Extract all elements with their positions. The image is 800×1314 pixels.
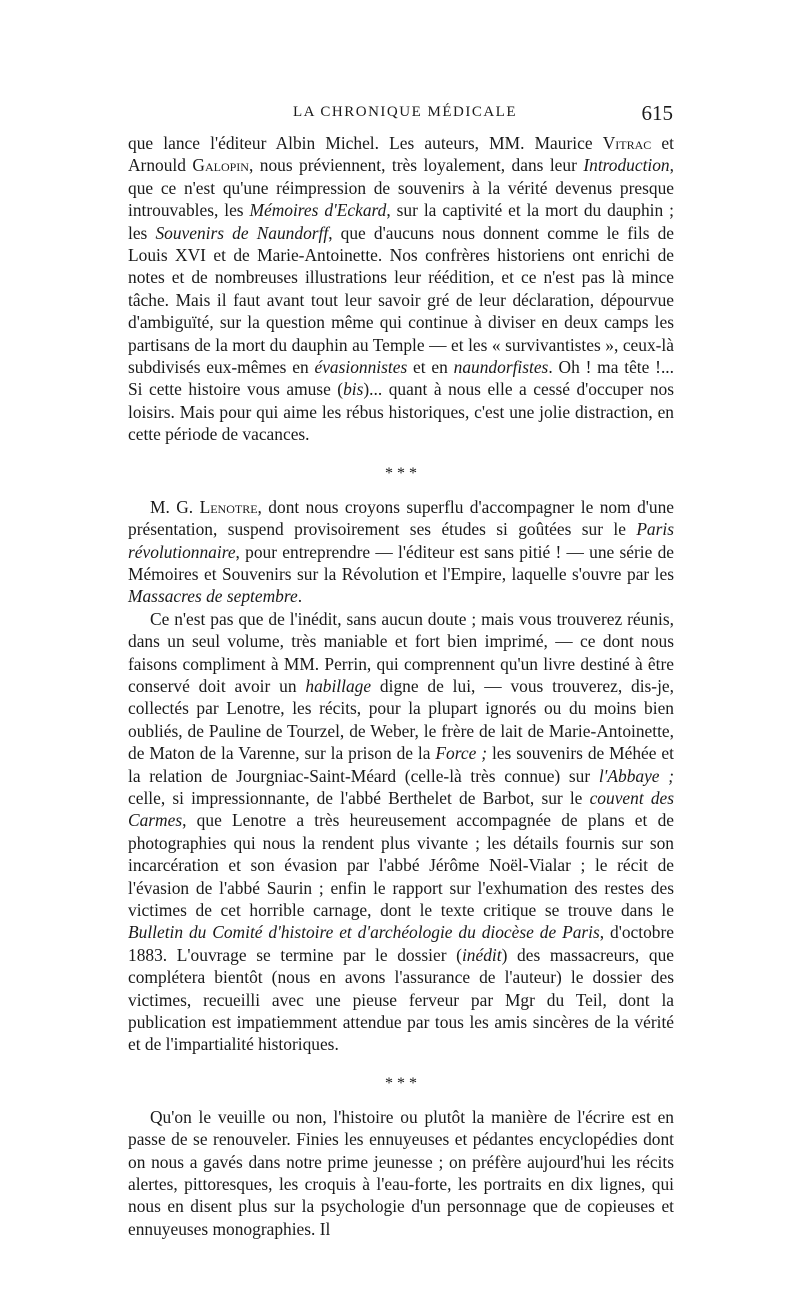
- text-run: .: [297, 586, 303, 607]
- text-run: , sur la captivité et la mort du dauphin ; les: [128, 200, 674, 243]
- running-title: LA CHRONIQUE MÉDICALE: [293, 104, 517, 120]
- text-run: M. G.: [150, 496, 200, 517]
- paragraph: [128, 132, 674, 446]
- text-run: Ce n'est pas que de l'inédit, sans aucun doute ; mais vous trouverez réunis, dans un seul volume, très maniable et fort bien imprimé, — ce dont nous faisons compliment à MM. Perrin, qui comprennent qu'un livre destiné à être conservé doit avoir un: [128, 608, 674, 696]
- italic-title: Force ;: [435, 743, 488, 764]
- author-name: Galopin: [192, 155, 249, 176]
- italic-title: Massacres de septembre: [128, 586, 298, 607]
- text-run: les souvenirs de Méhée et la relation de Jourgniac-Saint-Méard (celle-là très connue) sur: [128, 743, 674, 786]
- italic-term: habillage: [305, 675, 372, 696]
- text-run: que lance l'éditeur Albin Michel. Les auteurs, MM. Maurice: [128, 133, 603, 153]
- section-separator: * * *: [385, 1074, 417, 1092]
- italic-title: Mémoires d'Eckard: [249, 200, 387, 221]
- text-run: et Arnould: [128, 133, 674, 176]
- page-header: [128, 101, 673, 130]
- body-text: [128, 132, 674, 1240]
- text-run: ) des massacreurs, que complétera bientôt (nous en avons l'assurance de l'auteur) le dossier des victimes, recueilli avec une pieuse ferveur par Mgr du Teil, dont la publication est impatiemment attendue par tous les amis sincères de la vérité et de l'impartialité historiques.: [128, 944, 674, 1055]
- text-run: digne de lui, — vous trouverez, dis-je, collectés par Lenotre, les récits, pour la plupart ignorés ou du moins bien oubliés, de Pauline de Tourzel, de Weber, le frère de lait de Marie-Antoinette, de Maton de la Varenne, sur la prison de la: [128, 675, 674, 764]
- page-number: 615: [641, 101, 673, 125]
- paragraph: [128, 496, 674, 608]
- section-separator: * * *: [385, 464, 417, 482]
- text-run: , pour entreprendre — l'éditeur est sans pitié ! — une série de Mémoires et Souvenirs sur la Révolution et l'Empire, laquelle s'ouvre par les: [128, 541, 674, 584]
- text-run: et en: [407, 357, 454, 378]
- italic-title: Bulletin du Comité d'histoire et d'archéologie du diocèse de Paris: [128, 922, 600, 943]
- text-run: )... quant à nous elle a cessé d'occuper nos loisirs. Mais pour qui aime les rébus historiques, c'est une jolie distraction, en cette période de vacances.: [128, 379, 674, 445]
- text-run: celle, si impressionnante, de l'abbé Berthelet de Barbot, sur le: [128, 787, 590, 808]
- italic-term: évasionnistes: [314, 357, 408, 378]
- text-run: . Oh ! ma tête !... Si cette histoire vous amuse (: [128, 357, 674, 400]
- italic-term: inédit: [461, 944, 502, 965]
- italic-title: Introduction: [583, 155, 670, 176]
- italic-term: naundorfistes: [453, 357, 549, 378]
- author-name: Lenotre: [199, 496, 258, 517]
- italic-title: l'Abbaye ;: [598, 765, 674, 786]
- text-run: , que d'aucuns nous donnent comme le fils de Louis XVI et de Marie-Antoinette. Nos confrères historiens ont enrichi de notes et de nombreuses illustrations leur réédition, et ce n'est pas là mince tâche. Mais il faut avant tout leur savoir gré de leur déclaration, dépourvue d'ambiguïté, sur la question même qui continue à diviser en deux camps les partisans de la mort du dauphin au Temple — et les « survivantistes », ceux-là subdivisés eux-mêmes en: [128, 222, 674, 378]
- text-run: , d'octobre 1883. L'ouvrage se termine par le dossier (: [128, 922, 674, 965]
- italic-title: Souvenirs de Naundorff: [155, 222, 329, 243]
- italic-title: Paris révolutionnaire: [128, 519, 674, 562]
- text-run: , nous préviennent, très loyalement, dans leur: [248, 155, 584, 176]
- text-run: , dont nous croyons superflu d'accompagner le nom d'une présentation, suspend provisoirement ses études si goûtées sur le: [128, 496, 675, 540]
- italic-term: bis: [343, 379, 364, 400]
- author-name: Vitrac: [602, 133, 652, 153]
- text-run: , que Lenotre a très heureusement accompagnée de plans et de photographies qui nous la rendent plus vivante ; les détails fournis sur son incarcération et son évasion par l'abbé Jérôme Noël-Vialar ; le récit de l'évasion de l'abbé Saurin ; enfin le rapport sur l'exhumation des restes des victimes de cet horrible carnage, dont le texte critique se trouve dans le: [128, 810, 674, 920]
- paragraph: Qu'on le veuille ou non, l'histoire ou plutôt la manière de l'écrire est en passe de se renouveler. Finies les ennuyeuses et pédantes encyclopédies dont on nous a gavés dans notre prime jeunesse ; on préfère aujourd'hui les récits alertes, pittoresques, les croquis à l'eau-forte, les portraits en dix lignes, qui nous en disent plus sur la psychologie d'un personnage que de copieuses et ennuyeuses monographies. Il: [128, 1106, 674, 1239]
- italic-title: couvent des Carmes: [128, 787, 674, 831]
- paragraph: [128, 608, 674, 1056]
- text-run: , que ce n'est qu'une réimpression de souvenirs à la vérité devenus presque introuvables, les: [128, 155, 674, 221]
